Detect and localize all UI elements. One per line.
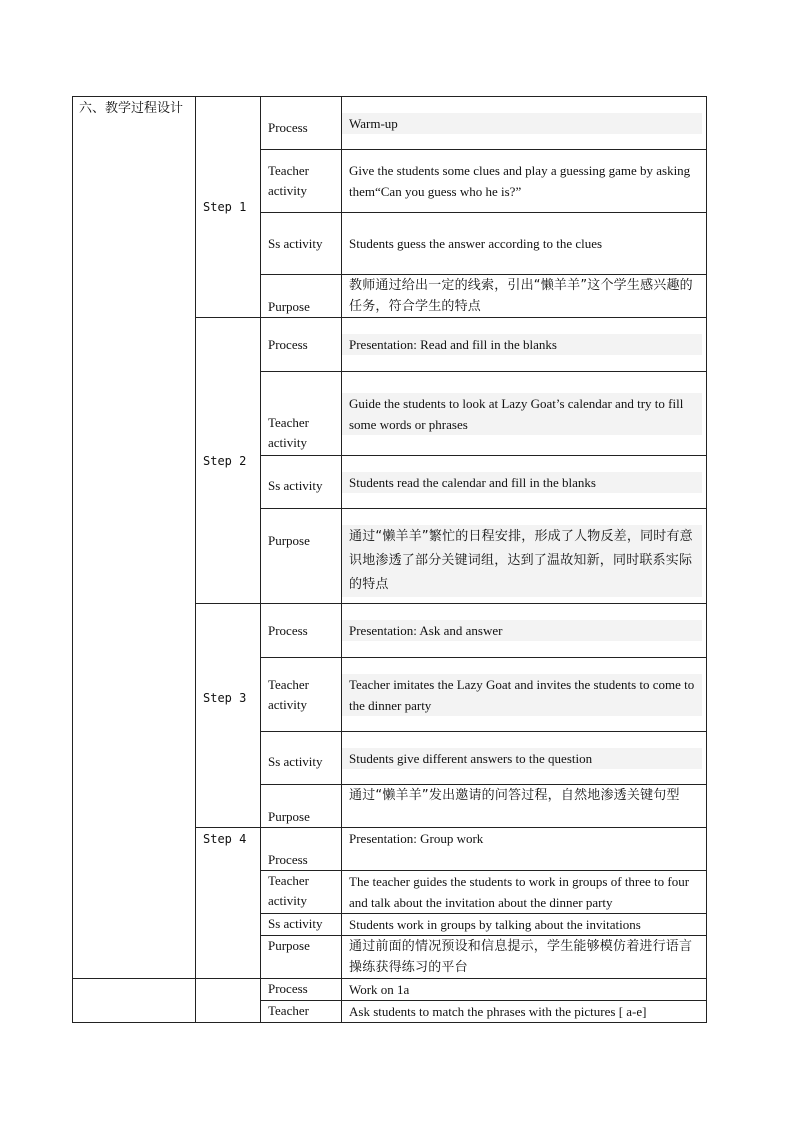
teacher-label-line2: activity: [268, 893, 307, 908]
purpose-content-cell: [342, 509, 707, 604]
process-content-cell: [342, 318, 707, 372]
purpose-label-cell: [261, 936, 342, 979]
step-2-label: Step 2: [203, 453, 247, 468]
teacher-label: Teacher: [268, 1003, 309, 1018]
purpose-label: Purpose: [268, 299, 310, 314]
next-step-cell: [196, 979, 261, 1023]
purpose-label: Purpose: [268, 809, 310, 824]
step4-process-text: Presentation: Group work: [349, 831, 484, 846]
purpose-label-cell: [261, 275, 342, 318]
process-content-cell: [342, 828, 707, 871]
process-label-cell: [261, 604, 342, 658]
ss-activity-label: Ss activity: [268, 478, 323, 493]
purpose-label-cell: [261, 785, 342, 828]
process-label: Process: [268, 336, 308, 352]
teacher-label-line2: activity: [268, 183, 307, 198]
process-label: Process: [268, 622, 308, 638]
step4-ss-text: Students work in groups by talking about the invitations: [349, 917, 641, 932]
teacher-content-cell: [342, 1001, 707, 1023]
process-label-cell: [261, 318, 342, 372]
step-3-label: Step 3: [203, 691, 247, 705]
ss-content-cell: [342, 732, 707, 785]
step2-process-text: Presentation: Read and fill in the blanks: [342, 334, 702, 355]
step2-ss-text: Students read the calendar and fill in the blanks: [342, 472, 702, 493]
step4-purpose-text: 通过前面的情况预设和信息提示，学生能够模仿着进行语言操练获得练习的平台: [349, 939, 693, 975]
process-content-cell: [342, 604, 707, 658]
step1-cell: [196, 97, 261, 318]
step3-teacher-text: Teacher imitates the Lazy Goat and invites the students to come to the dinner party: [342, 674, 702, 716]
step1-purpose-text: 教师通过给出一定的线索，引出“懒羊羊”这个学生感兴趣的任务，符合学生的特点: [349, 278, 693, 314]
step1-process-row: [73, 97, 707, 150]
ss-activity-label: Ss activity: [268, 916, 323, 931]
teacher-label-line1: Teacher: [268, 873, 309, 888]
teacher-label-cell: [261, 1001, 342, 1023]
step-1-label: Step 1: [203, 200, 247, 214]
process-label: Process: [268, 120, 308, 135]
ss-content-cell: [342, 456, 707, 509]
ss-activity-label: Ss activity: [268, 754, 323, 769]
next-process-text: Work on 1a: [349, 982, 410, 997]
step4-teacher-text: The teacher guides the students to work in groups of three to four and talk about the invitation about the dinner party: [349, 874, 690, 910]
ss-content-cell: [342, 914, 707, 936]
step3-cell: [196, 604, 261, 828]
purpose-content-cell: [342, 936, 707, 979]
next-section-cell: [73, 979, 196, 1023]
step3-process-text: Presentation: Ask and answer: [342, 620, 702, 641]
step2-purpose-text: 通过“懒羊羊”繁忙的日程安排，形成了人物反差，同时有意识地渗透了部分关键词组，达到了温故知新，同时联系实际的特点: [342, 525, 702, 597]
teacher-content-cell: [342, 150, 707, 213]
process-content-cell: [342, 97, 707, 150]
teacher-label-line1: Teacher: [268, 676, 309, 692]
ss-label-cell: [261, 456, 342, 509]
process-label: Process: [268, 981, 308, 996]
step2-teacher-text: Guide the students to look at Lazy Goat’s calendar and try to fill some words or phrases: [342, 393, 702, 435]
ss-label-cell: [261, 732, 342, 785]
ss-activity-label: Ss activity: [268, 235, 323, 251]
lesson-process-table: [72, 96, 707, 1023]
process-label-cell: [261, 979, 342, 1001]
step4-cell: [196, 828, 261, 979]
ss-label-cell: [261, 213, 342, 275]
teacher-label-cell: [261, 658, 342, 732]
step3-ss-text: Students give different answers to the question: [342, 748, 702, 769]
purpose-label: Purpose: [268, 533, 310, 548]
section-cell: [73, 97, 196, 979]
ss-content-cell: [342, 213, 707, 275]
teacher-content-cell: [342, 871, 707, 914]
step-4-label: Step 4: [203, 832, 247, 846]
next-teacher-text: Ask students to match the phrases with the pictures [ a-e]: [349, 1004, 647, 1019]
teacher-label-cell: [261, 150, 342, 213]
purpose-label-cell: [261, 509, 342, 604]
ss-label-cell: [261, 914, 342, 936]
step1-ss-text: Students guess the answer according to the clues: [349, 236, 603, 251]
next-process-row: [73, 979, 707, 1001]
purpose-content-cell: [342, 275, 707, 318]
step2-cell: [196, 318, 261, 604]
teacher-label-line1: Teacher: [268, 415, 309, 430]
purpose-content-cell: [342, 785, 707, 828]
process-label-cell: [261, 97, 342, 150]
teacher-label-cell: [261, 372, 342, 456]
teacher-content-cell: [342, 658, 707, 732]
step1-process-text: Warm-up: [342, 113, 702, 134]
process-label-cell: [261, 828, 342, 871]
purpose-label: Purpose: [268, 938, 310, 953]
process-label: Process: [268, 852, 308, 867]
step1-teacher-text: Give the students some clues and play a guessing game by asking them“Can you guess who he is?”: [349, 163, 691, 199]
teacher-content-cell: [342, 372, 707, 456]
teacher-label-line1: Teacher: [268, 163, 309, 178]
teacher-label-line2: activity: [268, 696, 307, 712]
section-title: 六、教学过程设计: [79, 101, 184, 116]
process-content-cell: [342, 979, 707, 1001]
teacher-label-line2: activity: [268, 435, 307, 450]
teacher-label-cell: [261, 871, 342, 914]
step3-purpose-text: 通过“懒羊羊”发出邀请的问答过程，自然地渗透关键句型: [349, 788, 680, 803]
